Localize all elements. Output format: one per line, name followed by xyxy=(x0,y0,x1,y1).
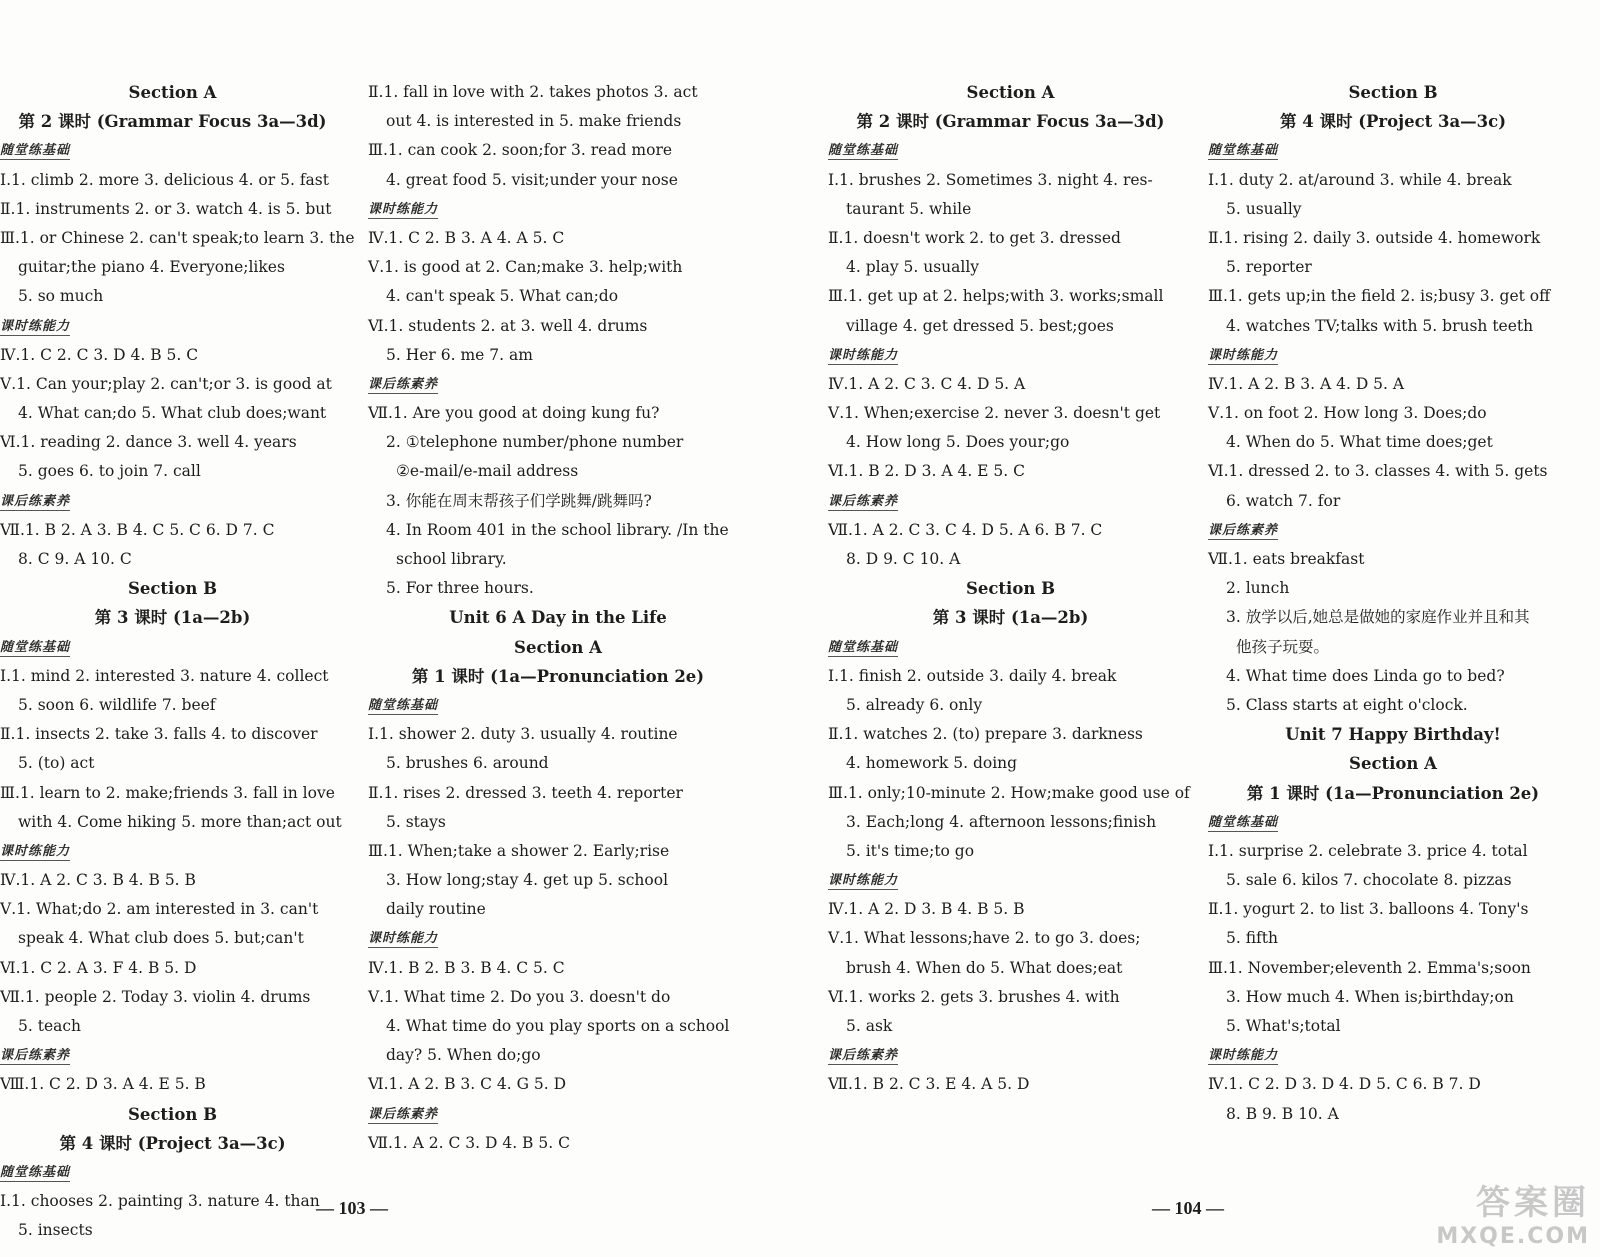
exercise-header xyxy=(0,136,345,165)
section-heading: 第 4 课时 (Project 3a—3c) xyxy=(1279,112,1506,132)
answer-line: Ⅳ.1. A 2. D 3. B 4. B 5. B xyxy=(828,900,1025,919)
answer-line: Ⅱ.1. yogurt 2. to list 3. balloons 4. Tony's xyxy=(1208,900,1529,919)
answer-line-continued: 4. How long 5. Does your;go xyxy=(846,433,1070,452)
exercise-header-label: 课后练素养 xyxy=(828,1048,899,1064)
answer-line-continued: 5. insects xyxy=(18,1221,93,1240)
section-heading: Section B xyxy=(1348,83,1438,102)
exercise-header xyxy=(0,837,345,866)
answer-line-continued: village 4. get dressed 5. best;goes xyxy=(846,316,1114,335)
answer-line-continued: 5. Her 6. me 7. am xyxy=(386,345,533,364)
answer-line: Ⅴ.1. What time 2. Do you 3. doesn't do xyxy=(368,987,671,1006)
section-heading: Section A xyxy=(1349,754,1437,774)
section-heading: 第 2 课时 (Grammar Focus 3a—3d) xyxy=(856,112,1165,132)
answer-line-continued: 5. stays xyxy=(386,812,446,831)
exercise-header xyxy=(0,487,345,516)
section-heading: Section B xyxy=(127,1104,218,1124)
answer-line: Ⅳ.1. C 2. B 3. A 4. A 5. C xyxy=(368,228,565,247)
answer-line: Ⅰ.1. shower 2. duty 3. usually 4. routine xyxy=(368,725,678,744)
answer-line-continued: 4. play 5. usually xyxy=(846,258,980,277)
exercise-header-label: 课后练素养 xyxy=(1208,522,1279,538)
answer-line-continued: 5. it's time;to go xyxy=(846,841,975,860)
exercise-header-label: 课时练能力 xyxy=(368,201,439,217)
answer-line: Ⅴ.1. When;exercise 2. never 3. doesn't get xyxy=(828,404,1161,423)
answer-line: Ⅳ.1. A 2. C 3. C 4. D 5. A xyxy=(828,374,1026,393)
answer-line-continued: 8. D 9. C 10. A xyxy=(846,550,961,568)
answer-line-continued: 5. brushes 6. around xyxy=(386,754,549,773)
section-heading: 第 3 课时 (1a—2b) xyxy=(932,608,1089,628)
exercise-header xyxy=(0,1158,345,1187)
answer-line-continued: 4. great food 5. visit;under your nose xyxy=(386,170,678,189)
answer-line: Ⅵ.1. reading 2. dance 3. well 4. years xyxy=(0,433,297,452)
answer-line: Ⅴ.1. is good at 2. Can;make 3. help;with xyxy=(368,258,683,277)
answer-line: Ⅰ.1. chooses 2. painting 3. nature 4. than xyxy=(0,1192,320,1211)
exercise-header-label: 课后练素养 xyxy=(0,1048,71,1064)
answer-line-continued: 4. watches TV;talks with 5. brush teeth xyxy=(1226,316,1534,335)
answer-line-continued: 5. goes 6. to join 7. call xyxy=(18,462,201,481)
answer-line-continued: 3. How much 4. When is;birthday;on xyxy=(1226,987,1514,1006)
exercise-header-label: 课时练能力 xyxy=(0,318,71,334)
section-heading: Section A xyxy=(128,83,217,102)
exercise-header-label: 课时练能力 xyxy=(0,843,71,859)
answer-line-continued: 5. fifth xyxy=(1226,929,1279,948)
answer-line: Ⅴ.1. Can your;play 2. can't;or 3. is good at xyxy=(0,374,332,393)
section-heading: 第 1 课时 (1a—Pronunciation 2e) xyxy=(411,666,705,686)
answer-line-continued: 5. usually xyxy=(1226,199,1302,218)
exercise-header-label: 随堂练基础 xyxy=(0,1164,71,1180)
answer-line: Ⅵ.1. dressed 2. to 3. classes 4. with 5. gets xyxy=(1208,462,1548,481)
answer-line: Ⅶ.1. B 2. A 3. B 4. C 5. C 6. D 7. C xyxy=(0,520,275,539)
section-heading: 第 2 课时 (Grammar Focus 3a—3d) xyxy=(18,112,327,132)
answer-line-continued: 5. For three hours. xyxy=(386,579,534,598)
section-heading: Unit 6 A Day in the Life xyxy=(449,608,667,628)
answer-line: Ⅴ.1. What;do 2. am interested in 3. can't xyxy=(0,900,319,919)
answer-line-continued: 3. 你能在周末帮孩子们学跳舞/跳舞吗? xyxy=(386,491,652,510)
exercise-header-label: 课后练素养 xyxy=(0,493,71,509)
answer-line: Ⅵ.1. B 2. D 3. A 4. E 5. C xyxy=(828,462,1025,481)
answer-line: Ⅵ.1. students 2. at 3. well 4. drums xyxy=(368,316,648,335)
exercise-header xyxy=(828,866,1193,895)
section-heading: Section B xyxy=(127,579,218,599)
answer-line: Ⅲ.1. November;eleventh 2. Emma's;soon xyxy=(1208,958,1531,977)
answer-line: Ⅰ.1. brushes 2. Sometimes 3. night 4. res- xyxy=(828,170,1153,189)
exercise-header xyxy=(828,341,1193,370)
answer-line-continued: 4. What can;do 5. What club does;want xyxy=(18,404,327,423)
section-heading: Section B xyxy=(965,579,1056,599)
answer-line: Ⅶ.1. A 2. C 3. C 4. D 5. A 6. B 7. C xyxy=(828,520,1103,539)
answer-line: Ⅴ.1. What lessons;have 2. to go 3. does; xyxy=(828,929,1141,948)
answer-line: Ⅳ.1. A 2. B 3. A 4. D 5. A xyxy=(1208,374,1405,393)
exercise-header-label: 课后练素养 xyxy=(368,376,439,392)
answer-line: Ⅱ.1. insects 2. take 3. falls 4. to discover xyxy=(0,725,318,744)
answer-line-continued: 3. Each;long 4. afternoon lessons;finish xyxy=(846,812,1157,831)
answer-line: Ⅶ.1. A 2. C 3. D 4. B 5. C xyxy=(368,1133,570,1152)
answer-line-continued: with 4. Come hiking 5. more than;act out xyxy=(18,812,342,831)
answer-line-continued: brush 4. When do 5. What does;eat xyxy=(846,958,1123,977)
answer-line-continued: 5. sale 6. kilos 7. chocolate 8. pizzas xyxy=(1226,871,1512,890)
answer-line-continued: 4. can't speak 5. What can;do xyxy=(386,287,619,306)
exercise-header-label: 课时练能力 xyxy=(1208,1048,1279,1064)
answer-line: Ⅷ.1. C 2. D 3. A 4. E 5. B xyxy=(0,1075,206,1094)
exercise-header-label: 课时练能力 xyxy=(368,931,439,947)
exercise-header xyxy=(368,195,748,224)
answer-line-continued: 5. soon 6. wildlife 7. beef xyxy=(18,695,216,714)
answer-line-continued: 5. already 6. only xyxy=(846,695,983,714)
answer-line-continued: speak 4. What club does 5. but;can't xyxy=(18,929,304,948)
answer-line-continued: 2. ①telephone number/phone number xyxy=(386,433,684,452)
exercise-header xyxy=(368,1100,748,1129)
answer-line: Ⅱ.1. doesn't work 2. to get 3. dressed xyxy=(828,228,1121,247)
answer-line-continued: 5. teach xyxy=(18,1017,82,1035)
exercise-header xyxy=(828,633,1193,662)
answer-line-continued: 3. 放学以后,她总是做她的家庭作业并且和其 xyxy=(1226,608,1530,627)
answer-line-continued: guitar;the piano 4. Everyone;likes xyxy=(18,258,285,277)
exercise-header-label: 随堂练基础 xyxy=(828,639,899,655)
answer-line: Ⅱ.1. rises 2. dressed 3. teeth 4. reporter xyxy=(368,783,683,802)
answer-line-continued: out 4. is interested in 5. make friends xyxy=(386,112,682,131)
watermark-line-2: MXQE.COM xyxy=(1436,1224,1590,1249)
exercise-header xyxy=(368,691,748,720)
exercise-header xyxy=(368,370,748,399)
answer-line: Ⅰ.1. surprise 2. celebrate 3. price 4. total xyxy=(1208,841,1528,860)
answer-line: Ⅱ.1. rising 2. daily 3. outside 4. homework xyxy=(1208,228,1541,247)
answer-line-continued: 5. reporter xyxy=(1226,258,1312,277)
answer-line: Ⅱ.1. fall in love with 2. takes photos 3. act xyxy=(368,83,698,101)
answer-line-continued: taurant 5. while xyxy=(846,199,972,218)
answer-line: Ⅶ.1. B 2. C 3. E 4. A 5. D xyxy=(828,1075,1030,1094)
watermark-line-1: 答案圈 xyxy=(1476,1183,1590,1223)
exercise-header xyxy=(0,312,345,341)
exercise-header xyxy=(1208,136,1578,165)
answer-line-continued: 8. C 9. A 10. C xyxy=(18,550,132,568)
answer-line: Ⅲ.1. can cook 2. soon;for 3. read more xyxy=(368,141,673,160)
exercise-header xyxy=(1208,516,1578,545)
exercise-header-label: 随堂练基础 xyxy=(1208,814,1279,830)
answer-line: Ⅰ.1. mind 2. interested 3. nature 4. collect xyxy=(0,666,329,685)
answer-line: Ⅵ.1. works 2. gets 3. brushes 4. with xyxy=(828,987,1120,1006)
answer-line: Ⅱ.1. watches 2. (to) prepare 3. darkness xyxy=(828,725,1143,744)
section-heading: 第 4 课时 (Project 3a—3c) xyxy=(59,1133,286,1153)
section-heading: 第 3 课时 (1a—2b) xyxy=(94,608,251,628)
answer-line: Ⅴ.1. on foot 2. How long 3. Does;do xyxy=(1208,404,1487,423)
exercise-header-label: 课后练素养 xyxy=(368,1106,439,1122)
answer-line-continued: 5. What's;total xyxy=(1226,1017,1341,1035)
answer-line: Ⅲ.1. learn to 2. make;friends 3. fall in love xyxy=(0,783,335,802)
answer-line: Ⅳ.1. A 2. C 3. B 4. B 5. B xyxy=(0,871,196,890)
answer-line-continued: 6. watch 7. for xyxy=(1226,491,1341,510)
answer-line-continued: 5. ask xyxy=(846,1017,893,1035)
exercise-header-label: 课时练能力 xyxy=(828,873,899,889)
answer-line-continued: ②e-mail/e-mail address xyxy=(396,462,579,481)
watermark xyxy=(1436,1175,1590,1249)
exercise-header xyxy=(828,136,1193,165)
answer-line-continued: 5. Class starts at eight o'clock. xyxy=(1226,695,1468,714)
answer-line: Ⅰ.1. climb 2. more 3. delicious 4. or 5. fast xyxy=(0,170,329,189)
answer-line: Ⅲ.1. get up at 2. helps;with 3. works;small xyxy=(828,287,1164,306)
answer-line-continued: 4. What time does Linda go to bed? xyxy=(1226,666,1505,685)
section-heading: Section A xyxy=(514,637,602,657)
answer-line: Ⅲ.1. only;10-minute 2. How;make good use of xyxy=(828,783,1190,802)
exercise-header-label: 随堂练基础 xyxy=(0,143,71,159)
answer-line: Ⅳ.1. C 2. C 3. D 4. B 5. C xyxy=(0,345,199,364)
exercise-header xyxy=(368,924,748,953)
answer-line: Ⅶ.1. people 2. Today 3. violin 4. drums xyxy=(0,987,311,1006)
exercise-header-label: 随堂练基础 xyxy=(828,143,899,159)
exercise-header-label: 课时练能力 xyxy=(828,347,899,363)
answer-line-continued: 4. homework 5. doing xyxy=(846,754,1018,773)
answer-line: Ⅵ.1. C 2. A 3. F 4. B 5. D xyxy=(0,958,197,977)
answer-line-continued: 5. so much xyxy=(18,287,104,306)
section-heading: 第 1 课时 (1a—Pronunciation 2e) xyxy=(1246,783,1540,803)
answer-line-continued: 8. B 9. B 10. A xyxy=(1226,1104,1339,1123)
answer-line-continued: 4. When do 5. What time does;get xyxy=(1226,433,1493,452)
exercise-header-label: 随堂练基础 xyxy=(368,697,439,713)
answer-line: Ⅲ.1. gets up;in the field 2. is;busy 3. get off xyxy=(1208,287,1551,306)
page-number-left: — 103 — xyxy=(316,1198,388,1218)
answer-line-continued: 他孩子玩耍。 xyxy=(1236,637,1330,656)
answer-line: Ⅳ.1. B 2. B 3. B 4. C 5. C xyxy=(368,958,565,977)
column-2 xyxy=(368,78,748,1158)
answer-line-continued: 3. How long;stay 4. get up 5. school xyxy=(386,871,669,890)
answer-line: Ⅶ.1. Are you good at doing kung fu? xyxy=(368,404,660,423)
answer-line-continued: school library. xyxy=(396,550,507,568)
answer-line: Ⅰ.1. finish 2. outside 3. daily 4. break xyxy=(828,666,1117,685)
exercise-header xyxy=(828,487,1193,516)
page-number-right: — 104 — xyxy=(1152,1198,1224,1218)
answer-line-continued: 4. What time do you play sports on a school xyxy=(386,1017,730,1035)
answer-line-continued: 5. (to) act xyxy=(18,754,95,773)
answer-line-continued: daily routine xyxy=(386,900,486,919)
answer-line-continued: 4. In Room 401 in the school library. /In the xyxy=(386,520,729,539)
answer-line: Ⅱ.1. instruments 2. or 3. watch 4. is 5. but xyxy=(0,199,332,218)
answer-line: Ⅲ.1. When;take a shower 2. Early;rise xyxy=(368,841,670,860)
exercise-header xyxy=(1208,808,1578,837)
exercise-header-label: 课后练素养 xyxy=(828,493,899,509)
answer-line: Ⅵ.1. A 2. B 3. C 4. G 5. D xyxy=(368,1075,567,1094)
exercise-header-label: 随堂练基础 xyxy=(0,639,71,655)
exercise-header xyxy=(0,633,345,662)
exercise-header-label: 随堂练基础 xyxy=(1208,143,1279,159)
answer-line: Ⅶ.1. eats breakfast xyxy=(1208,550,1365,568)
section-heading: Unit 7 Happy Birthday! xyxy=(1285,725,1501,745)
exercise-header xyxy=(1208,1041,1578,1070)
answer-line: Ⅲ.1. or Chinese 2. can't speak;to learn 3. the xyxy=(0,228,355,247)
answer-line-continued: 2. lunch xyxy=(1226,579,1290,598)
column-3 xyxy=(828,78,1193,1100)
exercise-header xyxy=(0,1041,345,1070)
answer-line: Ⅳ.1. C 2. D 3. D 4. D 5. C 6. B 7. D xyxy=(1208,1075,1481,1094)
exercise-header xyxy=(1208,341,1578,370)
answer-line: Ⅰ.1. duty 2. at/around 3. while 4. break xyxy=(1208,170,1512,189)
section-heading: Section A xyxy=(966,83,1055,102)
exercise-header xyxy=(828,1041,1193,1070)
exercise-header-label: 课时练能力 xyxy=(1208,347,1279,363)
answer-line-continued: day? 5. When do;go xyxy=(386,1046,541,1065)
column-4 xyxy=(1208,78,1578,1129)
